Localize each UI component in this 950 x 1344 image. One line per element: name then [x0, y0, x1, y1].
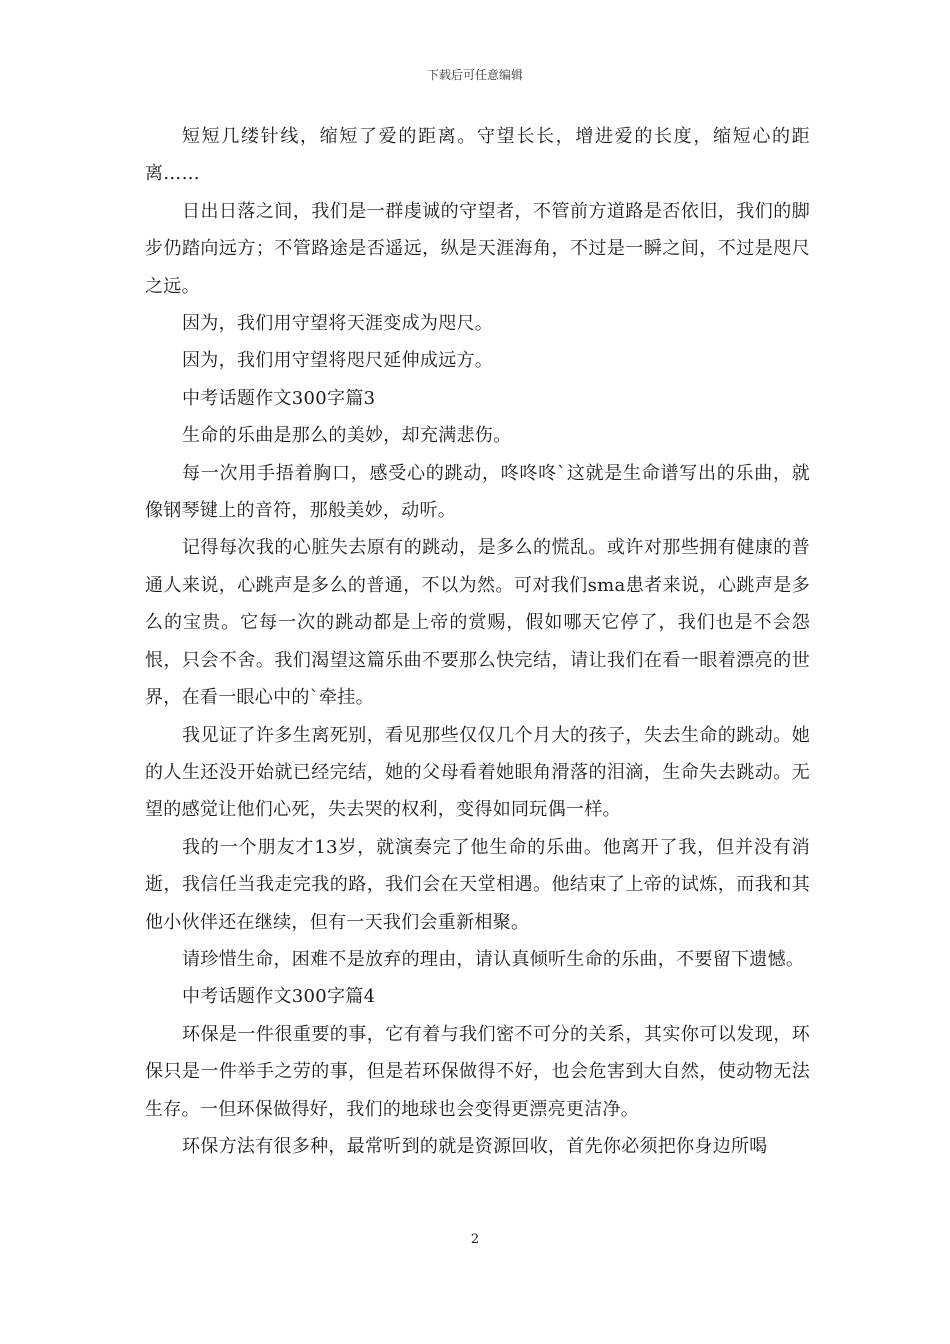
- paragraph: 请珍惜生命，困难不是放弃的理由，请认真倾听生命的乐曲，不要留下遗憾。: [182, 948, 805, 970]
- paragraph: 我的一个朋友才13岁，就演奏完了他生命的乐曲。他离开了我，但并没有消逝，我信任当我走完我的路，我们会在天堂相遇。他结束了上帝的试炼，而我和其他小伙伴还在继续，但有一天我们会重新相聚。: [145, 836, 810, 933]
- paragraph: 环保方法有很多种，最常听到的就是资源回收，首先你必须把你身边所喝: [182, 1135, 768, 1157]
- page-number: 2: [470, 1232, 480, 1247]
- page-header: 下载后可任意编辑: [426, 68, 523, 82]
- paragraph: 环保是一件很重要的事，它有着与我们密不可分的关系，其实你可以发现，环保只是一件举手之劳的事，但是若环保做得不好，也会危害到大自然，使动物无法生存。一但环保做得好，我们的地球也会变得更漂亮更洁净。: [145, 1023, 810, 1120]
- paragraph: 生命的乐曲是那么的美妙，却充满悲伤。: [182, 425, 512, 447]
- paragraph: 因为，我们用守望将天涯变成为咫尺。: [182, 313, 494, 335]
- paragraph: 我见证了许多生离死别，看见那些仅仅几个月大的孩子，失去生命的跳动。她的人生还没开始就已经完结，她的父母看着她眼角滑落的泪滴，生命失去跳动。无望的感觉让他们心死，失去哭的权利，变得如同玩偶一样。: [145, 724, 810, 821]
- paragraph: 日出日落之间，我们是一群虔诚的守望者，不管前方道路是否依旧，我们的脚步仍踏向远方；不管路途是否遥远，纵是天涯海角，不过是一瞬之间，不过是咫尺之远。: [145, 200, 810, 297]
- section-heading: 中考话题作文300字篇3: [182, 387, 376, 409]
- document-body: [145, 118, 810, 1165]
- section-heading: 中考话题作文300字篇4: [182, 986, 376, 1008]
- paragraph: 短短几缕针线，缩短了爱的距离。守望长长，增进爱的长度，缩短心的距离……: [145, 126, 810, 185]
- paragraph: 记得每次我的心脏失去原有的跳动，是多么的慌乱。或许对那些拥有健康的普通人来说，心跳声是多么的普通，不以为然。可对我们sma患者来说，心跳声是多么的宝贵。它每一次的跳动都是上帝的赏赐，假如哪天它停了，我们也是不会怨恨，只会不舍。我们渴望这篇乐曲不要那么快完结，请让我们在看一眼着漂亮的世界，在看一眼心中的`牵挂。: [145, 537, 810, 709]
- paragraph: 每一次用手捂着胸口，感受心的跳动，咚咚咚`这就是生命谱写出的乐曲，就像钢琴键上的音符，那般美妙，动听。: [145, 462, 810, 522]
- paragraph: 因为，我们用守望将咫尺延伸成远方。: [182, 350, 494, 372]
